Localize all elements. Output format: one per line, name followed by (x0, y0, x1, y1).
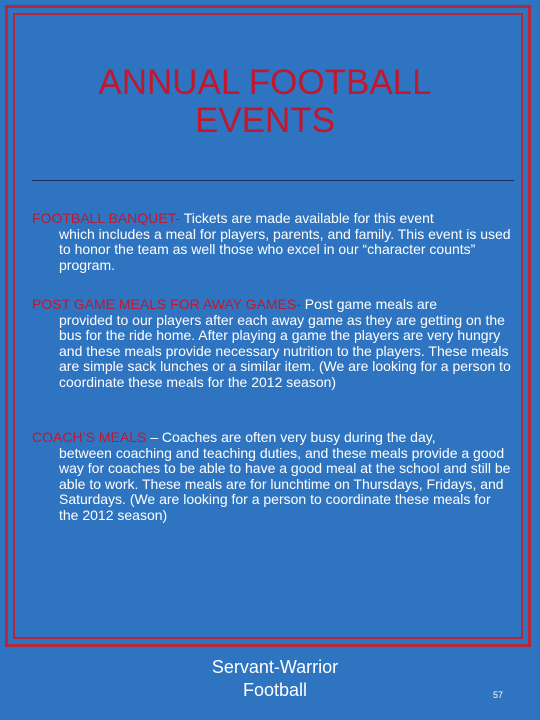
title-line-2: EVENTS (194, 101, 336, 140)
section-football-banquet (32, 211, 512, 273)
footer-line-1: Servant-Warrior (211, 657, 339, 677)
slide-title (0, 64, 530, 140)
section-text-first-line: – Coaches are often very busy during the day, (146, 429, 436, 445)
page-number: 57 (493, 690, 504, 700)
section-text: provided to our players after each away game as they are getting on the bus for the ride home. After playing a game the players are very hungry and these meals provide necessary nutrition to the players. These meals are simple sack lunches or a similar item. (We are looking for a person to coordinate these meals for the 2012 season) (59, 311, 511, 390)
section-label: FOOTBALL BANQUET- (32, 210, 181, 226)
section-text-first-line: Post game meals are (300, 296, 438, 312)
section-text-first-line: Tickets are made available for this event (180, 210, 434, 226)
section-text: which includes a meal for players, parents, and family. This event is used to honor the team as well those who excel in our “character counts” program. (59, 225, 511, 273)
section-label: COACH’S MEALS (32, 429, 147, 445)
section-label: POST GAME MEALS FOR AWAY GAMES- (32, 296, 301, 312)
footer-line-2: Football (242, 680, 308, 700)
title-line-1: ANNUAL FOOTBALL (98, 63, 432, 102)
footer-title (180, 656, 370, 702)
title-divider (32, 180, 514, 181)
section-coaches-meals (32, 430, 512, 523)
section-text: between coaching and teaching duties, and these meals provide a good way for coaches to be able to have a good meal at the school and still be able to work. These meals are for lunchtime on Thursdays, Fridays, and Saturdays. (We are looking for a person to coordinate these meals for the 2012 season) (59, 444, 511, 523)
section-post-game-meals (32, 297, 512, 390)
